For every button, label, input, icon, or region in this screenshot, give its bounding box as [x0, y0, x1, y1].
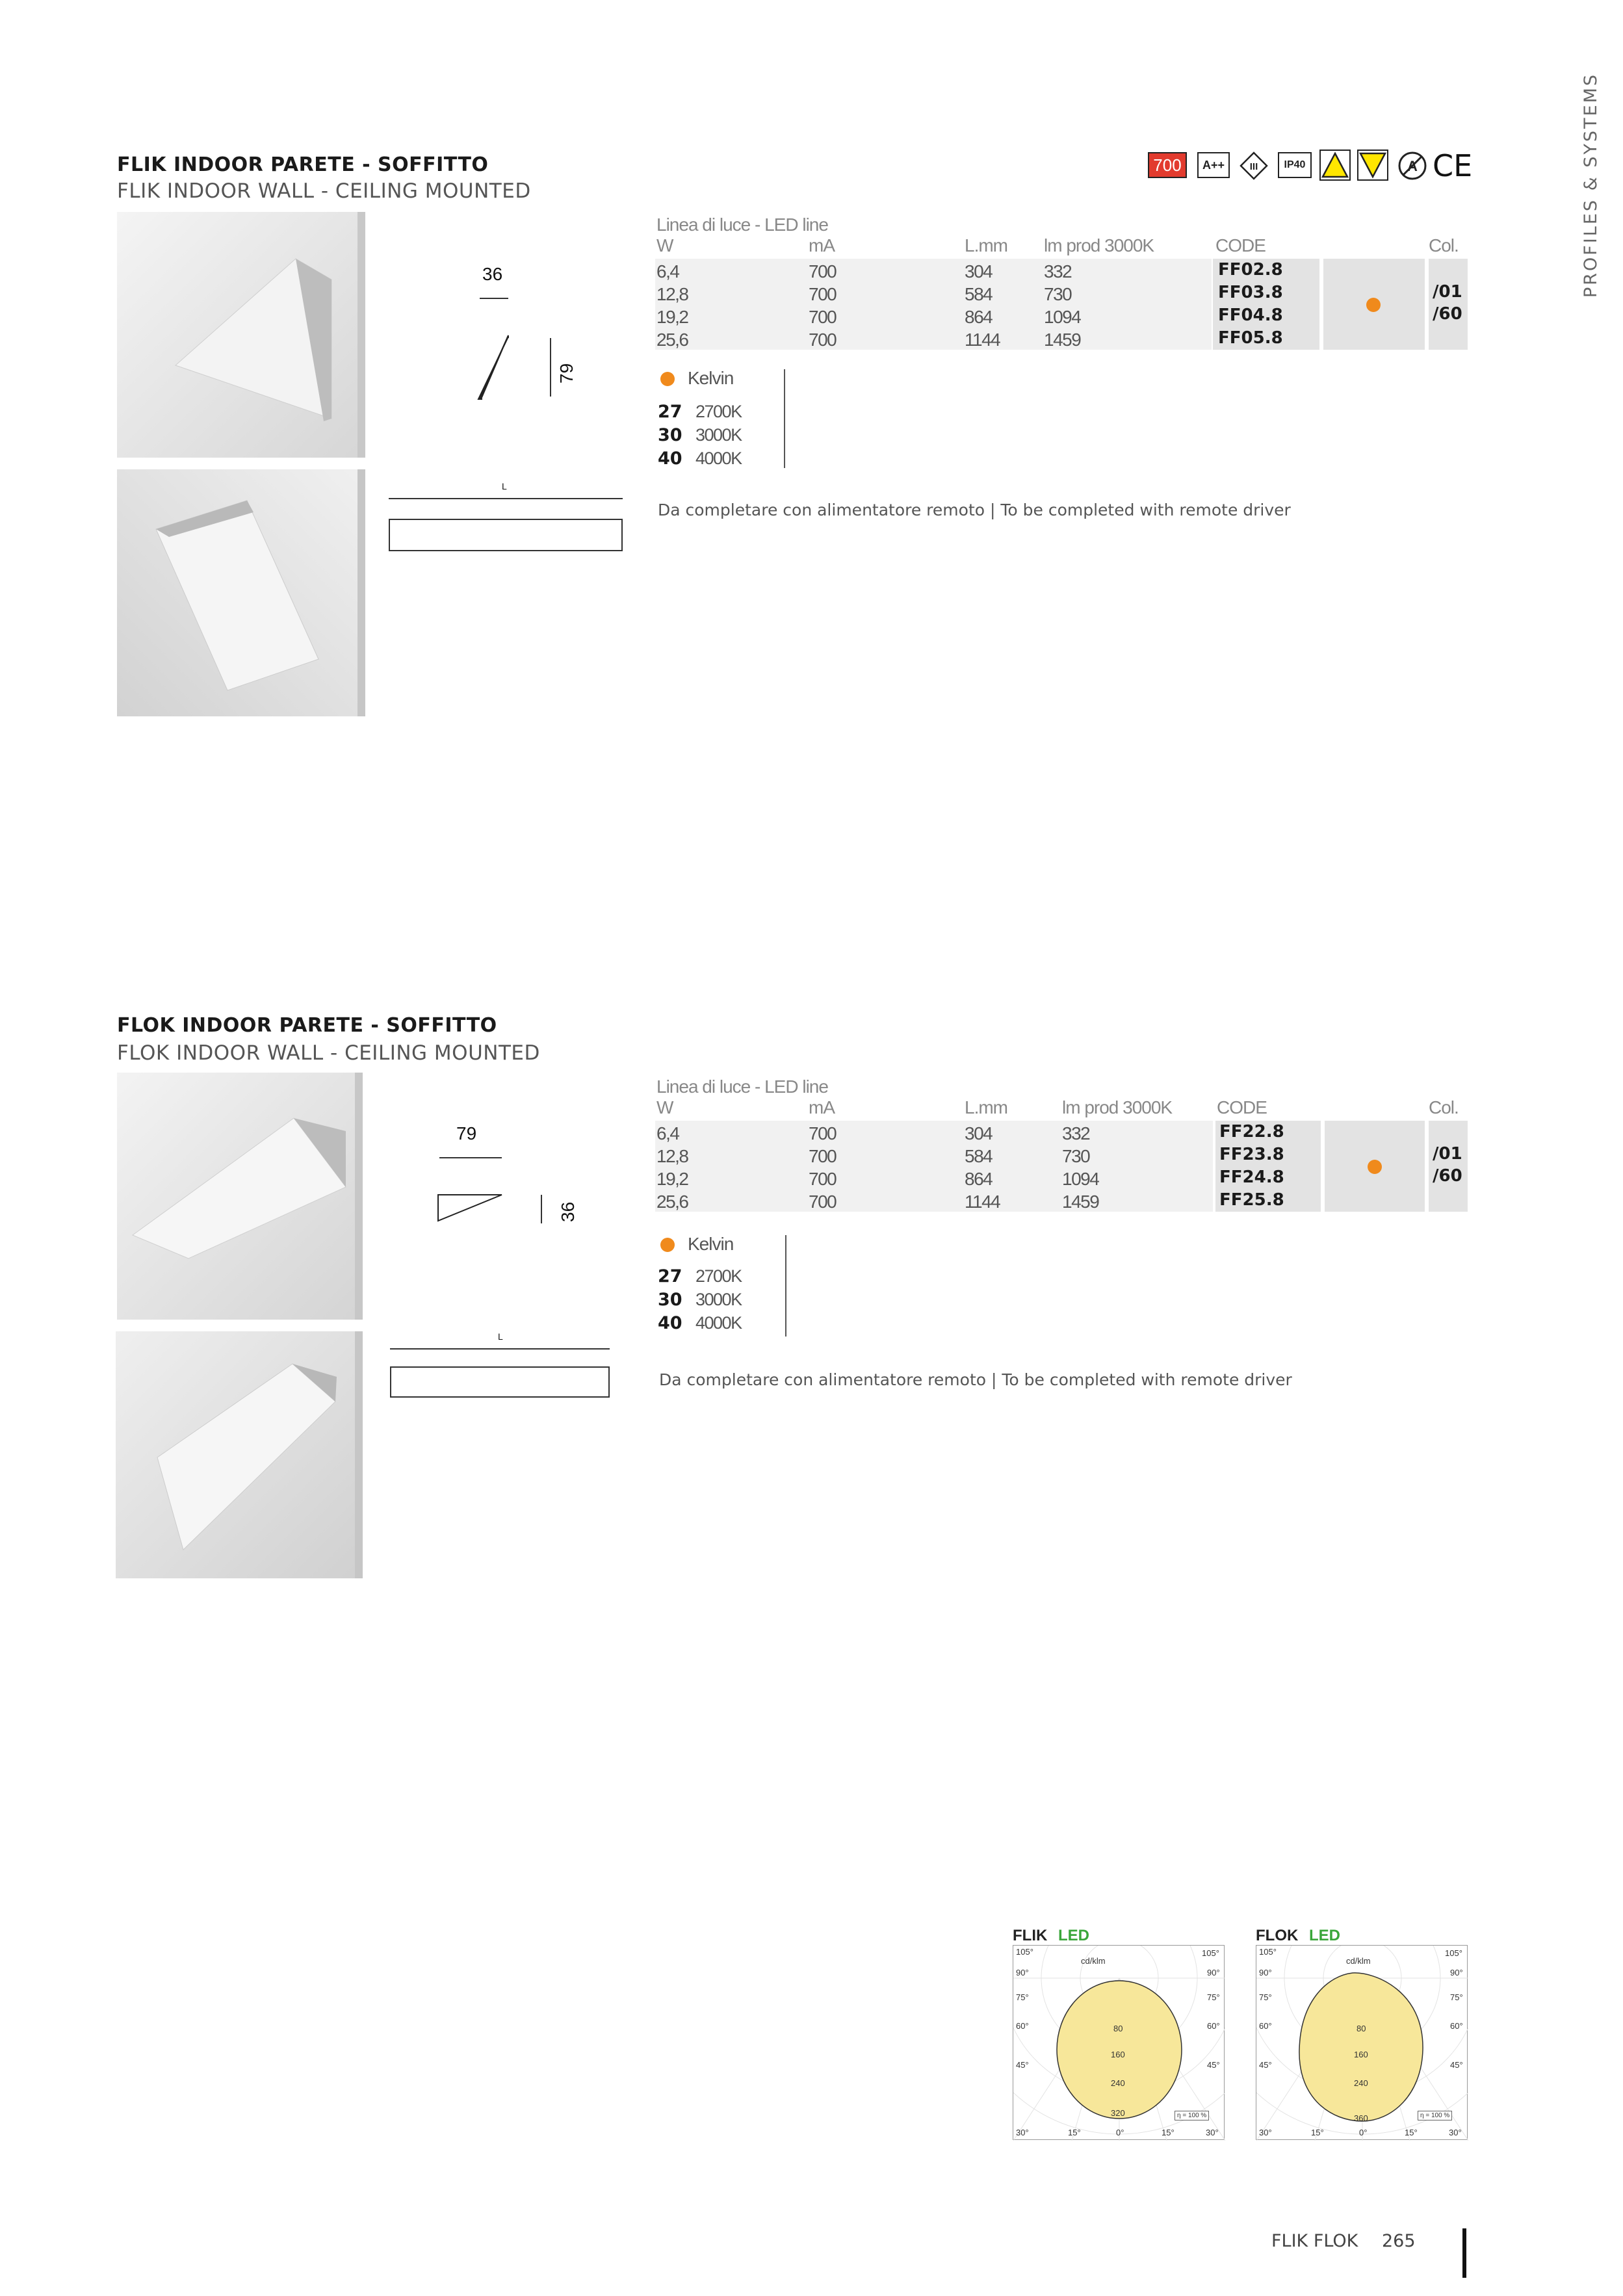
flok-header-code: CODE [1217, 1097, 1267, 1117]
flok-row4-lm: 1459 [1062, 1192, 1099, 1212]
flik-photo-2 [117, 469, 365, 716]
flok-polar-b-30r: 30° [1449, 2128, 1462, 2137]
flok-polar-ring-240: 240 [1354, 2078, 1368, 2088]
flok-dim-side: 36 [558, 1201, 578, 1222]
driver-700-badge: 700 [1148, 152, 1187, 178]
flik-row2-code: FF03.8 [1218, 283, 1283, 302]
flok-kelvin-code-30: 30 [658, 1290, 682, 1310]
flik-polar-ring-320: 320 [1111, 2108, 1125, 2118]
flik-polar-ring-160: 160 [1111, 2050, 1125, 2059]
flok-kelvin-code-27: 27 [658, 1266, 682, 1286]
flok-dim-top: 79 [456, 1123, 477, 1143]
flok-kelvin-val-30: 3000K [695, 1290, 742, 1309]
flok-polar-l-45: 45° [1259, 2060, 1272, 2070]
flik-row4-code: FF05.8 [1218, 328, 1283, 348]
flok-color-dot [1368, 1160, 1382, 1174]
energy-class-badge: A++ [1197, 152, 1230, 178]
flok-polar-b-30l: 30° [1259, 2128, 1272, 2137]
flok-header-col: Col. [1429, 1097, 1459, 1117]
flok-polar-l-105: 105° [1259, 1947, 1277, 1957]
flik-kelvin-label: Kelvin [688, 368, 734, 388]
flik-polar-led: LED [1058, 1927, 1089, 1944]
flik-profile-box [389, 519, 623, 551]
flik-row1-code: FF02.8 [1218, 260, 1283, 280]
flik-kelvin-val-27: 2700K [695, 402, 742, 421]
flik-row3-code: FF04.8 [1218, 306, 1283, 325]
flik-kelvin-divider [784, 369, 785, 468]
flok-col-60: /60 [1433, 1166, 1462, 1186]
flik-polar-diagram [1013, 1945, 1225, 2140]
flik-polar-ring-240: 240 [1111, 2078, 1125, 2088]
flok-polar-name: FLOK [1256, 1927, 1299, 1944]
flik-polar-r-45: 45° [1207, 2060, 1220, 2070]
flik-col-01: /01 [1433, 282, 1462, 302]
flok-title-it: FLOK INDOOR PARETE - SOFFITTO [117, 1014, 497, 1037]
flok-row2-code: FF23.8 [1219, 1145, 1284, 1164]
flok-table-band [655, 1121, 1213, 1212]
flik-dim-side-line [550, 338, 551, 397]
flok-polar-r-45: 45° [1450, 2060, 1463, 2070]
flok-kelvin-val-27: 2700K [695, 1266, 742, 1286]
flok-row3-l: 864 [965, 1169, 993, 1189]
flik-dim-l: L [502, 481, 507, 491]
flok-header-ma: mA [809, 1097, 835, 1117]
flik-row1-ma: 700 [809, 261, 837, 281]
flik-kelvin-code-30: 30 [658, 425, 682, 445]
flok-row4-code: FF25.8 [1219, 1190, 1284, 1210]
flik-row1-w: 6,4 [656, 261, 679, 281]
flok-row3-lm: 1094 [1062, 1169, 1099, 1189]
flok-row3-ma: 700 [809, 1169, 837, 1189]
flik-polar-unit: cd/klm [1081, 1956, 1106, 1966]
flok-kelvin-code-40: 40 [658, 1313, 682, 1333]
flok-polar-r-105: 105° [1445, 1948, 1462, 1958]
footer-page-number: 265 [1382, 2231, 1416, 2251]
flik-photo-1 [117, 212, 365, 458]
flok-polar-title [1256, 1927, 1340, 1945]
flok-polar-r-75: 75° [1450, 1992, 1463, 2002]
flik-row3-ma: 700 [809, 307, 837, 327]
flik-col-60: /60 [1433, 304, 1462, 324]
flik-header-code: CODE [1215, 235, 1266, 255]
flok-polar-eta: η = 100 % [1418, 2111, 1452, 2120]
flik-table-band [655, 259, 1212, 350]
flik-polar-b-15r: 15° [1162, 2128, 1175, 2137]
flok-photo-1 [117, 1073, 363, 1320]
flik-dim-top: 36 [482, 264, 503, 284]
flok-row2-l: 584 [965, 1146, 993, 1166]
flik-polar-title [1013, 1927, 1089, 1945]
flik-polar-b-0: 0° [1116, 2128, 1124, 2137]
flok-dim-top-line [439, 1157, 502, 1158]
flik-polar-b-30l: 30° [1016, 2128, 1029, 2137]
flik-title-en: FLIK INDOOR WALL - CEILING MOUNTED [117, 179, 531, 203]
flok-polar-led: LED [1309, 1927, 1340, 1944]
flok-polar-diagram [1256, 1945, 1468, 2140]
flok-polar-ring-80: 80 [1357, 2024, 1366, 2033]
flok-col-01: /01 [1433, 1144, 1462, 1164]
flok-profile-shape [435, 1190, 504, 1225]
flok-header-l: L.mm [965, 1097, 1007, 1117]
flik-row4-l: 1144 [965, 330, 1000, 350]
certification-badges [1148, 150, 1473, 183]
flok-polar-l-60: 60° [1259, 2021, 1272, 2031]
flok-dim-side-line [541, 1195, 542, 1223]
flok-row2-lm: 730 [1062, 1146, 1090, 1166]
flok-row4-ma: 700 [809, 1192, 837, 1212]
flok-polar-unit: cd/klm [1346, 1956, 1371, 1966]
flik-profile-shape [474, 332, 513, 403]
flik-polar-l-60: 60° [1016, 2021, 1029, 2031]
flik-polar-b-30r: 30° [1206, 2128, 1219, 2137]
flik-title-it: FLIK INDOOR PARETE - SOFFITTO [117, 153, 489, 176]
flok-row4-w: 25,6 [656, 1192, 688, 1212]
flok-profile-box [390, 1366, 610, 1398]
flik-row3-l: 864 [965, 307, 993, 327]
flik-kelvin-code-27: 27 [658, 402, 682, 422]
flok-kelvin-val-40: 4000K [695, 1313, 742, 1333]
flok-dim-l-line [390, 1348, 610, 1350]
flik-row2-ma: 700 [809, 284, 837, 304]
flik-header-ma: mA [809, 235, 835, 255]
flok-kelvin-divider [785, 1235, 786, 1337]
footer-bar [1462, 2228, 1466, 2278]
flik-polar-l-90: 90° [1016, 1968, 1029, 1977]
flok-row1-ma: 700 [809, 1123, 837, 1143]
inverted-triangle-icon [1357, 150, 1388, 181]
flik-header-lm: lm prod 3000K [1044, 235, 1154, 255]
flok-row1-lm: 332 [1062, 1123, 1090, 1143]
flik-polar-name: FLIK [1013, 1927, 1048, 1944]
ip40-badge: IP40 [1278, 152, 1312, 178]
flik-row4-ma: 700 [809, 330, 837, 350]
flok-polar-b-15r: 15° [1405, 2128, 1418, 2137]
flik-note: Da completare con alimentatore remoto | To be completed with remote driver [658, 501, 1291, 519]
flik-polar-r-75: 75° [1207, 1992, 1220, 2002]
flok-note: Da completare con alimentatore remoto | To be completed with remote driver [659, 1370, 1292, 1389]
flik-dim-l-line [389, 498, 623, 499]
flik-color-dot [1366, 298, 1381, 312]
svg-text:A: A [1407, 158, 1418, 174]
flok-kelvin-dot [660, 1238, 675, 1252]
flok-polar-l-75: 75° [1259, 1992, 1272, 2002]
no-dimmer-icon [1396, 150, 1429, 182]
flik-row1-l: 304 [965, 261, 993, 281]
sidebar-label: PROFILES & SYSTEMS [1581, 72, 1601, 298]
flik-dim-top-line [480, 298, 508, 299]
warning-triangle-icon [1319, 150, 1351, 181]
flok-row2-w: 12,8 [656, 1146, 688, 1166]
flik-header-l: L.mm [965, 235, 1007, 255]
flok-section-label: Linea di luce - LED line [656, 1076, 828, 1097]
flok-row2-ma: 700 [809, 1146, 837, 1166]
flik-row4-lm: 1459 [1044, 330, 1081, 350]
flik-polar-r-90: 90° [1207, 1968, 1220, 1977]
flik-polar-eta: η = 100 % [1175, 2111, 1209, 2120]
flik-kelvin-val-40: 4000K [695, 449, 742, 468]
flik-row2-lm: 730 [1044, 284, 1072, 304]
class-three-icon [1239, 151, 1269, 181]
flok-row1-l: 304 [965, 1123, 993, 1143]
flik-polar-l-75: 75° [1016, 1992, 1029, 2002]
ce-mark-icon: CE [1433, 148, 1473, 183]
flik-polar-ring-80: 80 [1113, 2024, 1123, 2033]
flok-row3-w: 19,2 [656, 1169, 688, 1189]
flik-header-col: Col. [1429, 235, 1459, 255]
flik-polar-r-105: 105° [1202, 1948, 1219, 1958]
flok-polar-r-60: 60° [1450, 2021, 1463, 2031]
flok-polar-b-0: 0° [1359, 2128, 1368, 2137]
flok-header-lm: lm prod 3000K [1062, 1097, 1173, 1117]
flok-header-w: W [656, 1097, 673, 1117]
flok-row4-l: 1144 [965, 1192, 1000, 1212]
flok-kelvin-label: Kelvin [688, 1234, 734, 1254]
flok-polar-ring-360: 360 [1354, 2113, 1368, 2123]
flik-row2-l: 584 [965, 284, 993, 304]
flok-row1-code: FF22.8 [1219, 1122, 1284, 1141]
flik-polar-l-105: 105° [1016, 1947, 1033, 1957]
flok-polar-r-90: 90° [1450, 1968, 1463, 1977]
flok-polar-ring-160: 160 [1354, 2050, 1368, 2059]
flik-row3-w: 19,2 [656, 307, 688, 327]
flik-dim-side: 79 [556, 363, 577, 384]
flok-row1-w: 6,4 [656, 1123, 679, 1143]
flik-kelvin-dot [660, 372, 675, 386]
flok-title-en: FLOK INDOOR WALL - CEILING MOUNTED [117, 1041, 540, 1065]
footer-label: FLIK FLOK [1271, 2231, 1358, 2251]
flik-row3-lm: 1094 [1044, 307, 1081, 327]
flik-row1-lm: 332 [1044, 261, 1072, 281]
flik-polar-b-15l: 15° [1068, 2128, 1081, 2137]
flik-polar-r-60: 60° [1207, 2021, 1220, 2031]
flik-polar-l-45: 45° [1016, 2060, 1029, 2070]
flok-row3-code: FF24.8 [1219, 1168, 1284, 1187]
flok-polar-b-15l: 15° [1311, 2128, 1324, 2137]
flok-dim-l: L [498, 1331, 503, 1342]
svg-text:III: III [1249, 161, 1258, 172]
flok-polar-l-90: 90° [1259, 1968, 1272, 1977]
flok-photo-2 [116, 1331, 363, 1578]
flik-section-label: Linea di luce - LED line [656, 215, 828, 235]
flik-kelvin-code-40: 40 [658, 449, 682, 469]
flik-row4-w: 25,6 [656, 330, 688, 350]
flik-row2-w: 12,8 [656, 284, 688, 304]
flik-header-w: W [656, 235, 673, 255]
flik-kelvin-val-30: 3000K [695, 425, 742, 445]
